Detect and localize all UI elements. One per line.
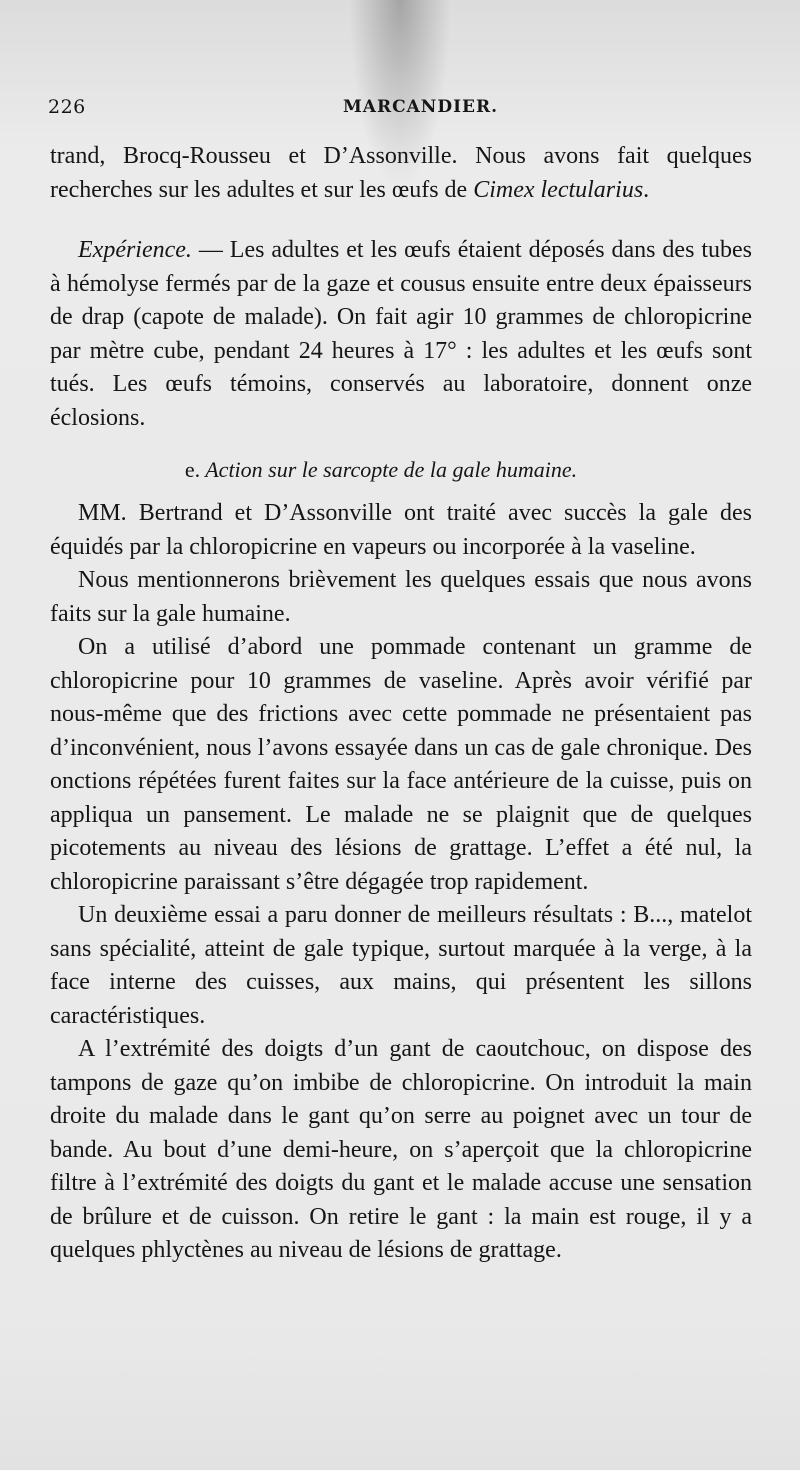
subheading-letter: e. bbox=[184, 457, 201, 482]
body-text bbox=[50, 140, 752, 1268]
paragraph-text: — Les adultes et les œufs étaient déposés dans des tubes à hémolyse fermés par de la gaze et cousus ensuite entre deux épaisseurs de drap (capote de malade). On fait agir 10 grammes de chloropicrine par mètre cube, pendant 24 heures à 17° : les adultes et les œufs sont tués. Les œufs témoins, conservés au laboratoire, donnent onze éclosions. bbox=[50, 237, 752, 431]
page-number: 226 bbox=[48, 96, 86, 118]
paragraph: Un deuxième essai a paru donner de meilleurs résultats : B..., matelot sans spécialité, atteint de gale typique, surtout marquée à la verge, à la face interne des cuisses, aux mains, qui présentent les sillons caractéristiques. bbox=[50, 902, 752, 1029]
paragraph: On a utilisé d’abord une pommade contenant un gramme de chloropicrine pour 10 grammes de vaseline. Après avoir vérifié par nous-même que des frictions avec cette pommade ne présentaient pas d’inconvénient, nous l’avons essayée dans un cas de gale chronique. Des onctions répétées furent faites sur la face antérieure de la cuisse, puis on appliqua un pansement. Le malade ne se plaignit que de quelques picotements au niveau des lésions de grattage. L’effet a été nul, la chloropicrine paraissant s’être dégagée trop rapidement. bbox=[50, 634, 752, 895]
section-subheading bbox=[50, 455, 752, 485]
species-name: Cimex lectularius bbox=[473, 176, 644, 203]
paragraph: Nous mentionnerons brièvement les quelques essais que nous avons faits sur la gale humaine. bbox=[50, 567, 752, 627]
running-head: MARCANDIER. bbox=[342, 97, 499, 117]
paragraph-continuation bbox=[50, 140, 752, 207]
paragraph: A l’extrémité des doigts d’un gant de caoutchouc, on dispose des tampons de gaze qu’on imbibe de chloropicrine. On introduit la main droite du malade dans le gant qu’on serre au poignet avec un tour de bande. Au bout d’une demi-heure, on s’aperçoit que la chloropicrine filtre à l’extrémité des doigts du gant et le malade accuse une sensation de brûlure et de cuisson. On retire le gant : la main est rouge, il y a quelques phlyctènes au niveau de lésions de grattage. bbox=[50, 1036, 752, 1263]
paragraph-end: . bbox=[643, 176, 650, 203]
paragraph: MM. Bertrand et D’Assonville ont traité avec succès la gale des équidés par la chloropicrine en vapeurs ou incorporée à la vaseline. bbox=[50, 500, 752, 560]
experience-label: Expérience. bbox=[78, 237, 192, 263]
subheading-title: Action sur le sarcopte de la gale humaine. bbox=[205, 457, 578, 482]
page-header bbox=[48, 96, 753, 126]
paragraph-text: trand, Brocq-Rousseu et D’Assonville. Nous avons fait quelques recherches sur les adultes et sur les œufs de bbox=[50, 143, 752, 203]
paragraph-experience bbox=[50, 234, 752, 435]
